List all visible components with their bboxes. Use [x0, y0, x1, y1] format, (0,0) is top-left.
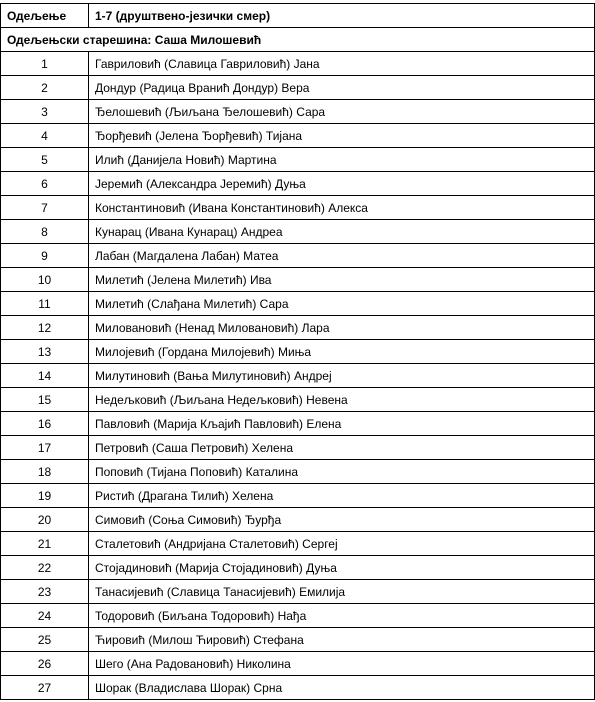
student-number: 15: [1, 388, 89, 412]
header-row: [1, 4, 595, 28]
student-name: Лабан (Магдалена Лабан) Матеа: [89, 244, 595, 268]
table-row: [1, 172, 595, 196]
student-name: Сталетовић (Андријана Сталетовић) Сергеј: [89, 532, 595, 556]
student-number: 17: [1, 436, 89, 460]
student-number: 27: [1, 676, 89, 700]
table-row: [1, 292, 595, 316]
student-name: Ђорђевић (Јелена Ђорђевић) Тијана: [89, 124, 595, 148]
table-row: [1, 196, 595, 220]
student-number: 12: [1, 316, 89, 340]
student-number: 14: [1, 364, 89, 388]
student-name: Илић (Данијела Новић) Мартина: [89, 148, 595, 172]
student-number: 11: [1, 292, 89, 316]
student-number: 8: [1, 220, 89, 244]
table-row: [1, 580, 595, 604]
table-row: [1, 388, 595, 412]
table-row: [1, 316, 595, 340]
table-row: [1, 124, 595, 148]
table-row: [1, 604, 595, 628]
table-row: [1, 100, 595, 124]
student-name: Ћировић (Милош Ћировић) Стефана: [89, 628, 595, 652]
class-value: 1-7 (друштвено-језички смер): [89, 4, 595, 28]
table-row: [1, 76, 595, 100]
student-number: 6: [1, 172, 89, 196]
student-name: Стојадиновић (Марија Стојадиновић) Дуња: [89, 556, 595, 580]
student-name: Ристић (Драгана Тилић) Хелена: [89, 484, 595, 508]
class-teacher: Одељењски старешина: Саша Милошевић: [1, 28, 595, 52]
student-number: 4: [1, 124, 89, 148]
student-number: 7: [1, 196, 89, 220]
table-row: [1, 484, 595, 508]
student-name: Гавриловић (Славица Гавриловић) Јана: [89, 52, 595, 76]
student-name: Тодоровић (Биљана Тодоровић) Нађа: [89, 604, 595, 628]
student-number: 16: [1, 412, 89, 436]
student-number: 22: [1, 556, 89, 580]
student-name: Павловић (Марија Кљајић Павловић) Елена: [89, 412, 595, 436]
student-name: Поповић (Тијана Поповић) Каталина: [89, 460, 595, 484]
table-row: [1, 676, 595, 700]
student-name: Петровић (Саша Петровић) Хелена: [89, 436, 595, 460]
student-name: Дондур (Радица Вранић Дондур) Вера: [89, 76, 595, 100]
student-name: Недељковић (Љиљана Недељковић) Невена: [89, 388, 595, 412]
table-row: [1, 220, 595, 244]
student-number: 18: [1, 460, 89, 484]
student-name: Милојевић (Гордана Милојевић) Миња: [89, 340, 595, 364]
student-number: 1: [1, 52, 89, 76]
student-number: 3: [1, 100, 89, 124]
table-row: [1, 508, 595, 532]
student-name: Кунарац (Ивана Кунарац) Андреа: [89, 220, 595, 244]
student-name: Милутиновић (Вања Милутиновић) Андреј: [89, 364, 595, 388]
student-name: Миловановић (Ненад Миловановић) Лара: [89, 316, 595, 340]
table-row: [1, 436, 595, 460]
student-number: 21: [1, 532, 89, 556]
table-row: [1, 652, 595, 676]
student-name: Милетић (Јелена Милетић) Ива: [89, 268, 595, 292]
student-number: 9: [1, 244, 89, 268]
student-number: 26: [1, 652, 89, 676]
table-row: [1, 340, 595, 364]
table-row: [1, 412, 595, 436]
table-row: [1, 364, 595, 388]
student-number: 20: [1, 508, 89, 532]
table-row: [1, 148, 595, 172]
student-name: Милетић (Слађана Милетић) Сара: [89, 292, 595, 316]
student-number: 2: [1, 76, 89, 100]
student-number: 24: [1, 604, 89, 628]
teacher-row: [1, 28, 595, 52]
table-row: [1, 628, 595, 652]
table-row: [1, 532, 595, 556]
student-name: Шорак (Владислава Шорак) Срна: [89, 676, 595, 700]
table-row: [1, 556, 595, 580]
student-name: Ђелошевић (Љиљана Ђелошевић) Сара: [89, 100, 595, 124]
student-number: 19: [1, 484, 89, 508]
student-number: 10: [1, 268, 89, 292]
table-row: [1, 244, 595, 268]
table-row: [1, 52, 595, 76]
student-name: Јеремић (Александра Јеремић) Дуња: [89, 172, 595, 196]
student-number: 13: [1, 340, 89, 364]
class-label: Одељење: [1, 4, 89, 28]
student-name: Шего (Ана Радовановић) Николина: [89, 652, 595, 676]
table-row: [1, 268, 595, 292]
student-number: 5: [1, 148, 89, 172]
student-number: 25: [1, 628, 89, 652]
table-row: [1, 460, 595, 484]
student-name: Танасијевић (Славица Танасијевић) Емилија: [89, 580, 595, 604]
student-number: 23: [1, 580, 89, 604]
class-roster-table: [0, 3, 595, 700]
student-name: Симовић (Соња Симовић) Ђурђа: [89, 508, 595, 532]
student-name: Константиновић (Ивана Константиновић) Алекса: [89, 196, 595, 220]
